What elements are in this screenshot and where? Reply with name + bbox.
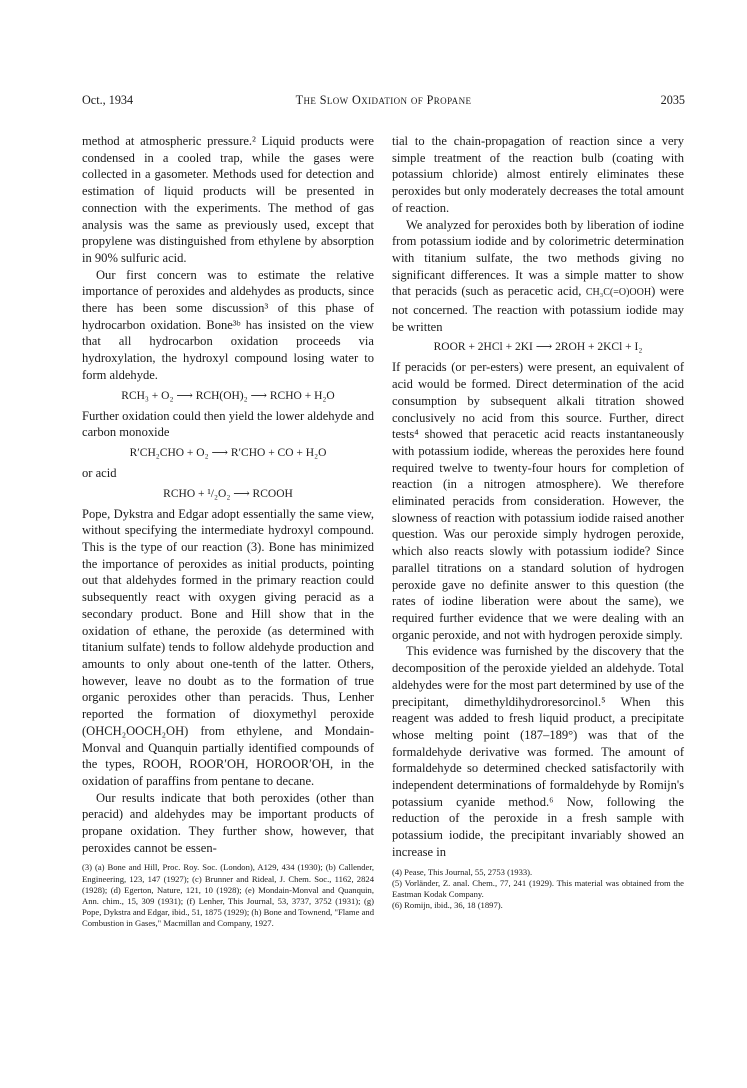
paragraph — [392, 217, 684, 336]
equation: RCHO + ¹/₂O₂ ⟶ RCOOH — [163, 487, 293, 500]
paragraph: method at atmospheric pressure.² Liquid products were condensed in a cooled trap, while the gases were collected in a gasometer. Methods used for detection and estimation of liquid products will be presented in connection with the experiments. The method of gas analysis was the same as previously used, except that propylene was distinguished from ethylene by absorption in 90% sulfuric acid. — [82, 134, 374, 265]
equation: R′CH₂CHO + O₂ ⟶ R′CHO + CO + H₂O — [129, 446, 327, 459]
paragraph: Pope, Dykstra and Edgar adopt essentially the same view, without specifying the intermediate hydroxyl compound. This is the type of our reaction (3). Bone has minimized the importance of peroxides as initial products, pointing out that aldehydes formed in the primary reaction could subsequently react with oxygen giving peracid as a secondary product. Bone and Hill show that in the oxidation of ethane, the peroxide (as determined with titanium sulfate) tends to follow aldehyde production and amounts to only about one-tenth of the latter. Others, however, leave no doubt as to the formation of true organic peroxides other than peracids. Thus, Lenher reported the formation of dioxymethyl peroxide (OHCH₂OOCH₂OH) from ethylene, and Mondain-Monval and Quanquin partially identified compounds of the types, ROOH, ROOR′OH, HOROOR′OH, in the oxidation of paraffins from pentane to decane. — [82, 506, 374, 788]
header-page-number: 2035 — [660, 93, 685, 107]
paragraph: Further oxidation could then yield the lower aldehyde and carbon monoxide — [82, 408, 374, 440]
left-column — [82, 133, 374, 930]
paragraph: Our results indicate that both peroxides (other than peracid) and aldehydes may be important products of propane oxidation. They further show, however, that peroxides cannot be essen- — [82, 790, 374, 855]
footnote: (4) Pease, This Journal, 55, 2753 (1933). — [392, 866, 533, 877]
equation: ROOR + 2HCl + 2KI ⟶ 2ROH + 2KCl + I₂ — [433, 341, 643, 354]
paragraph-text: We analyzed for peroxides both by liberation of iodine from potassium iodide and by colorimetric determination with titanium sulfate, the two methods giving no significant differences. It was a simple matter to show that peracids (such as peracetic acid, — [392, 217, 684, 299]
footnote: (5) Vorländer, Z. anal. Chem., 77, 241 (1929). This material was obtained from the Eastman Kodak Company. — [392, 877, 684, 899]
paragraph: tial to the chain-propagation of reaction since a very simple treatment of the reaction bulb (coating with potassium chloride) almost entirely eliminates these peroxides but only moderately decreases the total amount of reaction. — [392, 134, 684, 215]
footnotes — [82, 862, 374, 929]
peracetic-acid-formula: CH₃C(=O)OOH — [585, 287, 652, 299]
paragraph: If peracids (or per-esters) were present, an equivalent of acid would be formed. Direct determination of the acid consumption by subsequent alkali titration showed conclusively no acid from this source. Further, direct tests⁴ showed that peracetic acid reacts instantaneously with potassium iodide, whereas the peroxides here found required twelve to twenty-four hours for completion of reaction (in a nitrogen atmosphere). We therefore eliminated peracids from consideration. However, the slowness of reaction with potassium iodide raised another question. Was our peroxide simply hydrogen peroxide, which also reacts slowly with potassium iodide? Since parallel titrations on a standard solution of hydrogen peroxide gave no definite answer to this question (the rates of iodine liberation were about the same), we required further evidence that we were dealing with an organic peroxide, and not with hydrogen peroxide simply. — [392, 360, 684, 642]
running-header — [82, 93, 685, 109]
equation: RCH₃ + O₂ ⟶ RCH(OH)₂ ⟶ RCHO + H₂O — [121, 389, 335, 402]
footnote: (3) (a) Bone and Hill, Proc. Roy. Soc. (London), A129, 434 (1930); (b) Callender, Engineering, 123, 147 (1927); (c) Brunner and Rideal, J. Chem. Soc., 1162, 2824 (1928); (d) Egerton, Nature, 121, 10 (1928); (e) Mondain-Monval and Quanquin, Ann. chim., 15, 309 (1931); (f) Lenher, This Journal, 53, 3737, 3752 (1931); (g) Pope, Dykstra and Edgar, ibid., 51, 1875 (1929); (h) Bone and Townend, "Flame and Combustion in Gases," Macmillan and Company, 1927. — [82, 862, 374, 929]
footnote: (6) Romijn, ibid., 36, 18 (1897). — [392, 900, 503, 911]
paragraph: This evidence was furnished by the discovery that the decomposition of the peroxide yielded an aldehyde. Total aldehydes were for the most part determined by use of the precipitant, dimethyldihydroresorcinol.⁵ When this reagent was added to fresh liquid product, a precipitate whose melting point (187–189°) was that of the formaldehyde derivative was formed. The amount of formaldehyde so determined checked satisfactorily with independent determinations of formaldehyde by Romijn's potassium cyanide method.⁶ Now, following the reduction of the peroxide in a fresh sample with potassium iodide, the precipitant invariably showed an increase in — [392, 644, 684, 859]
right-column — [392, 133, 684, 911]
footnotes — [392, 867, 684, 912]
paragraph: or acid — [82, 465, 117, 480]
header-title: The Slow Oxidation of Propane — [295, 93, 472, 107]
paragraph-text: ) were not concerned. The reaction with potassium iodide may be written — [392, 284, 684, 334]
paragraph: Our first concern was to estimate the relative importance of peroxides and aldehydes as products, since there has been some discussion³ of this phase of hydrocarbon oxidation. Bone³ᵇ has insisted on the view that all hydrocarbon oxidation proceeds via hydroxylation, the hydroxyl compound losing water to form aldehyde. — [82, 267, 374, 382]
header-date: Oct., 1934 — [82, 93, 134, 107]
